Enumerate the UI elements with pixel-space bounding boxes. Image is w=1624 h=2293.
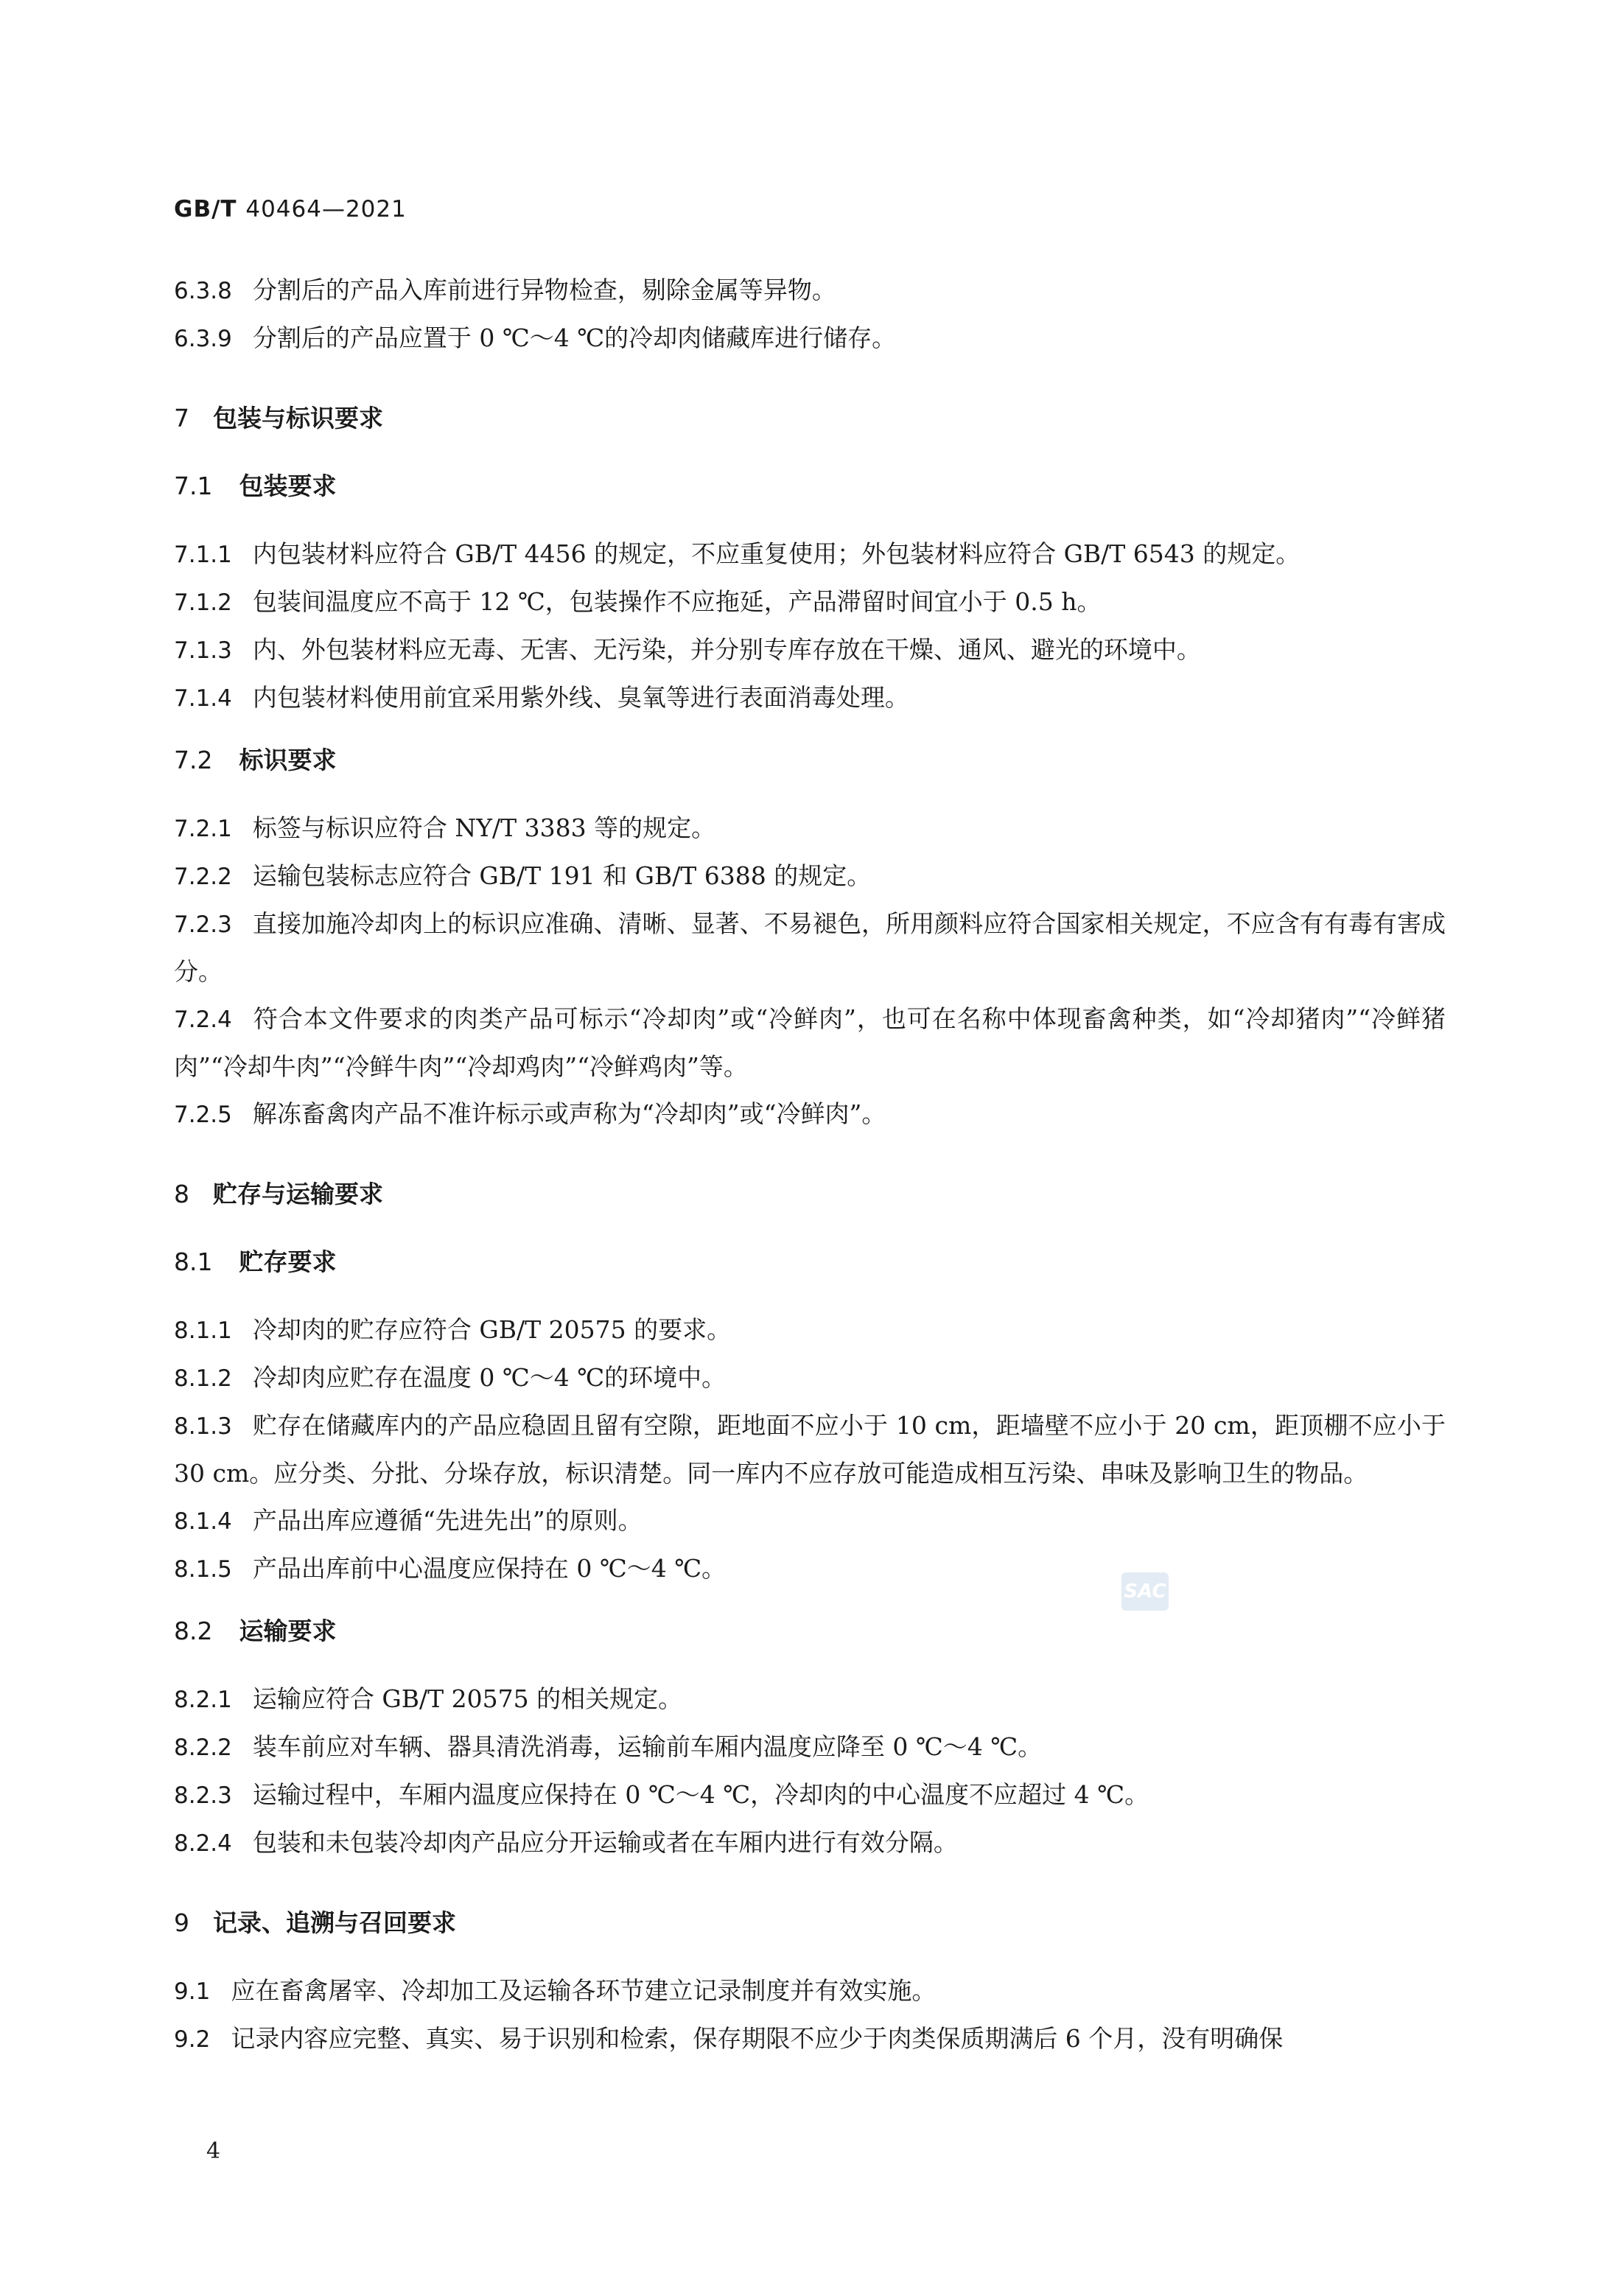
clause-text: 内包装材料应符合 GB/T 4456 的规定，不应重复使用；外包装材料应符合 GB/T 6543 的规定。 bbox=[252, 539, 1301, 568]
clause bbox=[174, 626, 1446, 674]
clause-number: 9.1 bbox=[174, 1978, 211, 2005]
clause-text: 包装间温度应不高于 12 ℃，包装操作不应拖延，产品滞留时间宜小于 0.5 h。 bbox=[252, 587, 1102, 616]
clause-number: 7.2.5 bbox=[174, 1102, 232, 1128]
spacer bbox=[174, 363, 1446, 395]
clause bbox=[174, 1497, 1446, 1545]
clause bbox=[174, 853, 1446, 900]
section-heading bbox=[174, 1900, 1446, 1947]
subsection-title: 标识要求 bbox=[239, 746, 337, 774]
clause-text: 运输包装标志应符合 GB/T 191 和 GB/T 6388 的规定。 bbox=[252, 861, 872, 890]
section-number: 8 bbox=[174, 1180, 189, 1208]
spacer bbox=[174, 1138, 1446, 1171]
clause-text: 分割后的产品入库前进行异物检查，剔除金属等异物。 bbox=[252, 276, 836, 304]
page-number: 4 bbox=[206, 2138, 221, 2164]
subsection-heading bbox=[174, 463, 1446, 510]
spacer bbox=[174, 1593, 1446, 1608]
clause bbox=[174, 2015, 1446, 2063]
subsection-number: 7.2 bbox=[174, 746, 213, 774]
clause-text: 标签与标识应符合 NY/T 3383 等的规定。 bbox=[252, 813, 716, 842]
section-title: 贮存与运输要求 bbox=[213, 1180, 383, 1208]
subsection-number: 7.1 bbox=[174, 472, 213, 500]
subsection-title: 运输要求 bbox=[239, 1617, 337, 1645]
subsection-number: 8.1 bbox=[174, 1247, 213, 1276]
standard-number: 40464—2021 bbox=[245, 196, 407, 223]
document-body bbox=[174, 267, 1446, 2063]
clause bbox=[174, 267, 1446, 315]
clause-number: 8.1.3 bbox=[174, 1413, 232, 1440]
spacer bbox=[174, 1867, 1446, 1900]
clause-text: 直接加施冷却肉上的标识应准确、清晰、显著、不易褪色，所用颜料应符合国家相关规定，不应含有有毒有害成分。 bbox=[174, 909, 1446, 986]
clause bbox=[174, 1091, 1446, 1138]
clause-number: 7.1.2 bbox=[174, 589, 232, 616]
spacer bbox=[174, 784, 1446, 805]
section-number: 7 bbox=[174, 404, 189, 433]
clause-number: 8.1.2 bbox=[174, 1365, 232, 1392]
clause-number: 7.2.3 bbox=[174, 911, 232, 938]
clause bbox=[174, 1402, 1446, 1497]
sac-watermark-logo: SAC bbox=[1121, 1572, 1169, 1611]
clause-number: 8.2.3 bbox=[174, 1782, 232, 1809]
clause-number: 8.1.4 bbox=[174, 1508, 232, 1535]
clause bbox=[174, 1354, 1446, 1402]
section-heading bbox=[174, 395, 1446, 442]
clause-number: 7.2.2 bbox=[174, 864, 232, 890]
clause bbox=[174, 531, 1446, 578]
clause-number: 8.2.4 bbox=[174, 1830, 232, 1857]
spacer bbox=[174, 722, 1446, 737]
clause-number: 7.2.4 bbox=[174, 1007, 232, 1033]
section-title: 包装与标识要求 bbox=[213, 404, 383, 433]
clause bbox=[174, 995, 1446, 1091]
clause-number: 8.1.1 bbox=[174, 1317, 232, 1344]
subsection-number: 8.2 bbox=[174, 1617, 213, 1645]
clause-number: 9.2 bbox=[174, 2026, 211, 2053]
clause bbox=[174, 1676, 1446, 1723]
clause-text: 内、外包装材料应无毒、无害、无污染，并分别专库存放在干燥、通风、避光的环境中。 bbox=[252, 635, 1201, 664]
clause-text: 产品出库前中心温度应保持在 0 ℃～4 ℃。 bbox=[252, 1554, 727, 1583]
clause-text: 产品出库应遵循“先进先出”的原则。 bbox=[252, 1506, 643, 1535]
clause-text: 贮存在储藏库内的产品应稳固且留有空隙，距地面不应小于 10 cm，距墙壁不应小于 20 cm，距顶棚不应小于 30 cm。应分类、分批、分垛存放，标识清楚。同一库内不应存放可能造成相互污染、串味及影响卫生的物品。 bbox=[174, 1411, 1446, 1488]
spacer bbox=[174, 1655, 1446, 1676]
clause-number: 8.1.5 bbox=[174, 1556, 232, 1583]
clause-number: 8.2.1 bbox=[174, 1687, 232, 1713]
standard-code bbox=[174, 196, 407, 223]
clause-number: 6.3.8 bbox=[174, 278, 232, 304]
clause-number: 7.1.4 bbox=[174, 685, 232, 712]
clause-number: 7.2.1 bbox=[174, 816, 232, 842]
clause bbox=[174, 674, 1446, 722]
subsection-heading bbox=[174, 737, 1446, 784]
clause-text: 记录内容应完整、真实、易于识别和检索，保存期限不应少于肉类保质期满后 6 个月，没有明确保 bbox=[231, 2024, 1284, 2053]
section-number: 9 bbox=[174, 1908, 189, 1937]
clause-text: 内包装材料使用前宜采用紫外线、臭氧等进行表面消毒处理。 bbox=[252, 683, 909, 712]
subsection-title: 包装要求 bbox=[239, 472, 337, 500]
clause bbox=[174, 1306, 1446, 1354]
clause-text: 运输过程中，车厢内温度应保持在 0 ℃～4 ℃，冷却肉的中心温度不应超过 4 ℃。 bbox=[252, 1780, 1149, 1809]
clause-text: 符合本文件要求的肉类产品可标示“冷却肉”或“冷鲜肉”，也可在名称中体现畜禽种类，如“冷却猪肉”“冷鲜猪肉”“冷却牛肉”“冷鲜牛肉”“冷却鸡肉”“冷鲜鸡肉”等。 bbox=[174, 1004, 1446, 1081]
clause-number: 7.1.1 bbox=[174, 542, 232, 568]
spacer bbox=[174, 442, 1446, 463]
clause-text: 应在畜禽屠宰、冷却加工及运输各环节建立记录制度并有效实施。 bbox=[231, 1976, 937, 2005]
clause-text: 冷却肉应贮存在温度 0 ℃～4 ℃的环境中。 bbox=[252, 1363, 727, 1392]
clause-text: 装车前应对车辆、器具清洗消毒，运输前车厢内温度应降至 0 ℃～4 ℃。 bbox=[252, 1732, 1043, 1761]
clause-number: 6.3.9 bbox=[174, 326, 232, 352]
spacer bbox=[174, 1218, 1446, 1239]
subsection-title: 贮存要求 bbox=[239, 1247, 337, 1276]
subsection-heading bbox=[174, 1608, 1446, 1655]
spacer bbox=[174, 1286, 1446, 1306]
clause bbox=[174, 315, 1446, 363]
subsection-heading bbox=[174, 1239, 1446, 1286]
spacer bbox=[174, 510, 1446, 531]
section-title: 记录、追溯与召回要求 bbox=[213, 1908, 456, 1937]
clause bbox=[174, 1771, 1446, 1819]
spacer bbox=[174, 1947, 1446, 1967]
clause bbox=[174, 1723, 1446, 1771]
clause bbox=[174, 1967, 1446, 2015]
clause-text: 解冻畜禽肉产品不准许标示或声称为“冷却肉”或“冷鲜肉”。 bbox=[252, 1099, 886, 1128]
clause-text: 冷却肉的贮存应符合 GB/T 20575 的要求。 bbox=[252, 1315, 732, 1344]
clause-number: 7.1.3 bbox=[174, 637, 232, 664]
clause-text: 运输应符合 GB/T 20575 的相关规定。 bbox=[252, 1684, 683, 1713]
clause bbox=[174, 900, 1446, 995]
clause bbox=[174, 578, 1446, 626]
section-heading bbox=[174, 1171, 1446, 1218]
clause-text: 包装和未包装冷却肉产品应分开运输或者在车厢内进行有效分隔。 bbox=[252, 1828, 958, 1857]
clause-number: 8.2.2 bbox=[174, 1734, 232, 1761]
clause bbox=[174, 805, 1446, 853]
clause bbox=[174, 1545, 1446, 1593]
standard-prefix: GB/T bbox=[174, 196, 237, 223]
clause-text: 分割后的产品应置于 0 ℃～4 ℃的冷却肉储藏库进行储存。 bbox=[252, 323, 897, 352]
clause bbox=[174, 1819, 1446, 1867]
